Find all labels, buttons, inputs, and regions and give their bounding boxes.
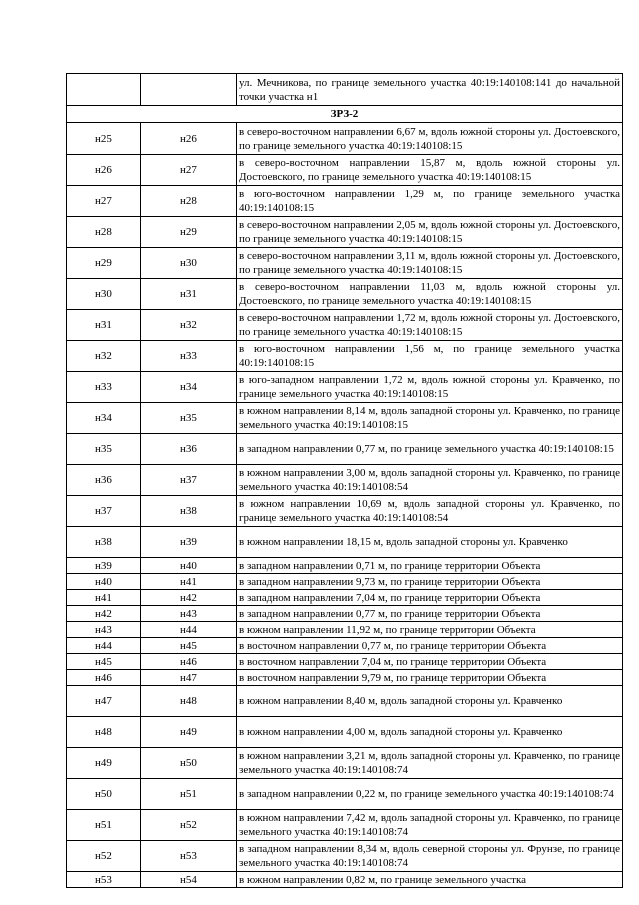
from-point: н29	[67, 248, 141, 279]
from-point: н50	[67, 779, 141, 810]
table-row	[67, 434, 623, 465]
segment-description: в северо-восточном направлении 15,87 м, вдоль южной стороны ул. Достоевского, по границе земельного участка 40:19:140108:15	[237, 155, 623, 186]
section-header-row	[67, 106, 623, 123]
table-row	[67, 810, 623, 841]
segment-description: в южном направлении 8,40 м, вдоль западной стороны ул. Кравченко	[237, 686, 623, 717]
from-point: н31	[67, 310, 141, 341]
from-point: н51	[67, 810, 141, 841]
to-point: н52	[141, 810, 237, 841]
to-point: н28	[141, 186, 237, 217]
from-point: н40	[67, 574, 141, 590]
from-point: н48	[67, 717, 141, 748]
table-row	[67, 606, 623, 622]
segment-description: в северо-восточном направлении 11,03 м, вдоль южной стороны ул. Достоевского, по границе земельного участка 40:19:140108:15	[237, 279, 623, 310]
table-row	[67, 123, 623, 155]
table-row	[67, 155, 623, 186]
table-row	[67, 465, 623, 496]
from-point: н30	[67, 279, 141, 310]
to-point: н37	[141, 465, 237, 496]
segment-description: в восточном направлении 9,79 м, по границе территории Объекта	[237, 670, 623, 686]
from-point: н27	[67, 186, 141, 217]
to-point: н34	[141, 372, 237, 403]
table-row	[67, 574, 623, 590]
to-point: н36	[141, 434, 237, 465]
from-point: н52	[67, 841, 141, 872]
from-point: н26	[67, 155, 141, 186]
from-point	[67, 74, 141, 106]
from-point: н44	[67, 638, 141, 654]
table-row	[67, 717, 623, 748]
segment-description: в юго-восточном направлении 1,56 м, по границе земельного участка 40:19:140108:15	[237, 341, 623, 372]
to-point: н45	[141, 638, 237, 654]
to-point: н42	[141, 590, 237, 606]
to-point: н39	[141, 527, 237, 558]
from-point: н49	[67, 748, 141, 779]
table-row	[67, 341, 623, 372]
from-point: н45	[67, 654, 141, 670]
table-row	[67, 558, 623, 574]
to-point	[141, 74, 237, 106]
table-row	[67, 841, 623, 872]
table-row	[67, 496, 623, 527]
segment-description: ул. Мечникова, по границе земельного участка 40:19:140108:141 до начальной точки участка н1	[237, 74, 623, 106]
segment-description: в южном направлении 3,21 м, вдоль западной стороны ул. Кравченко, по границе земельного участка 40:19:140108:74	[237, 748, 623, 779]
segment-description: в северо-восточном направлении 3,11 м, вдоль южной стороны ул. Достоевского, по границе земельного участка 40:19:140108:15	[237, 248, 623, 279]
segment-description: в западном направлении 0,71 м, по границе территории Объекта	[237, 558, 623, 574]
segment-description: в юго-западном направлении 1,72 м, вдоль южной стороны ул. Кравченко, по границе земельного участка 40:19:140108:15	[237, 372, 623, 403]
from-point: н33	[67, 372, 141, 403]
table-row	[67, 779, 623, 810]
to-point: н29	[141, 217, 237, 248]
from-point: н53	[67, 872, 141, 888]
to-point: н53	[141, 841, 237, 872]
table-row	[67, 622, 623, 638]
table-row	[67, 590, 623, 606]
table-row	[67, 748, 623, 779]
from-point: н25	[67, 123, 141, 155]
to-point: н51	[141, 779, 237, 810]
from-point: н38	[67, 527, 141, 558]
to-point: н50	[141, 748, 237, 779]
segment-description: в восточном направлении 0,77 м, по границе территории Объекта	[237, 638, 623, 654]
table-row	[67, 686, 623, 717]
from-point: н36	[67, 465, 141, 496]
table-row	[67, 186, 623, 217]
from-point: н28	[67, 217, 141, 248]
segment-description: в северо-восточном направлении 1,72 м, вдоль южной стороны ул. Достоевского, по границе земельного участка 40:19:140108:15	[237, 310, 623, 341]
to-point: н54	[141, 872, 237, 888]
to-point: н47	[141, 670, 237, 686]
to-point: н33	[141, 341, 237, 372]
segment-description: в западном направлении 7,04 м, по границе территории Объекта	[237, 590, 623, 606]
from-point: н42	[67, 606, 141, 622]
to-point: н49	[141, 717, 237, 748]
segment-description: в южном направлении 10,69 м, вдоль западной стороны ул. Кравченко, по границе земельного участка 40:19:140108:54	[237, 496, 623, 527]
table-row	[67, 654, 623, 670]
segment-description: в юго-восточном направлении 1,29 м, по границе земельного участка 40:19:140108:15	[237, 186, 623, 217]
segment-description: в южном направлении 3,00 м, вдоль западной стороны ул. Кравченко, по границе земельного участка 40:19:140108:54	[237, 465, 623, 496]
to-point: н48	[141, 686, 237, 717]
segment-description: в южном направлении 7,42 м, вдоль западной стороны ул. Кравченко, по границе земельного участка 40:19:140108:74	[237, 810, 623, 841]
from-point: н43	[67, 622, 141, 638]
from-point: н37	[67, 496, 141, 527]
to-point: н32	[141, 310, 237, 341]
section-title: ЗРЗ-2	[67, 106, 623, 123]
from-point: н47	[67, 686, 141, 717]
table-row	[67, 638, 623, 654]
to-point: н41	[141, 574, 237, 590]
to-point: н44	[141, 622, 237, 638]
to-point: н43	[141, 606, 237, 622]
to-point: н26	[141, 123, 237, 155]
segment-description: в восточном направлении 7,04 м, по границе территории Объекта	[237, 654, 623, 670]
segment-description: в южном направлении 8,14 м, вдоль западной стороны ул. Кравченко, по границе земельного участка 40:19:140108:15	[237, 403, 623, 434]
boundary-table	[66, 73, 623, 888]
to-point: н31	[141, 279, 237, 310]
from-point: н35	[67, 434, 141, 465]
table-row	[67, 872, 623, 888]
segment-description: в северо-восточном направлении 2,05 м, вдоль южной стороны ул. Достоевского, по границе земельного участка 40:19:140108:15	[237, 217, 623, 248]
from-point: н39	[67, 558, 141, 574]
table-row	[67, 403, 623, 434]
to-point: н27	[141, 155, 237, 186]
table-row	[67, 279, 623, 310]
to-point: н38	[141, 496, 237, 527]
segment-description: в западном направлении 9,73 м, по границе территории Объекта	[237, 574, 623, 590]
from-point: н32	[67, 341, 141, 372]
segment-description: в северо-восточном направлении 6,67 м, вдоль южной стороны ул. Достоевского, по границе земельного участка 40:19:140108:15	[237, 123, 623, 155]
table-row-continuation	[67, 74, 623, 106]
to-point: н30	[141, 248, 237, 279]
from-point: н41	[67, 590, 141, 606]
segment-description: в западном направлении 0,77 м, по границе земельного участка 40:19:140108:15	[237, 434, 623, 465]
to-point: н35	[141, 403, 237, 434]
from-point: н34	[67, 403, 141, 434]
segment-description: в западном направлении 0,77 м, по границе территории Объекта	[237, 606, 623, 622]
to-point: н46	[141, 654, 237, 670]
table-row	[67, 372, 623, 403]
table-row	[67, 217, 623, 248]
segment-description: в южном направлении 0,82 м, по границе земельного участка	[237, 872, 623, 888]
segment-description: в западном направлении 0,22 м, по границе земельного участка 40:19:140108:74	[237, 779, 623, 810]
segment-description: в западном направлении 8,34 м, вдоль северной стороны ул. Фрунзе, по границе земельного участка 40:19:140108:74	[237, 841, 623, 872]
table-row	[67, 527, 623, 558]
segment-description: в южном направлении 18,15 м, вдоль западной стороны ул. Кравченко	[237, 527, 623, 558]
from-point: н46	[67, 670, 141, 686]
segment-description: в южном направлении 11,92 м, по границе территории Объекта	[237, 622, 623, 638]
table-row	[67, 310, 623, 341]
table-row	[67, 670, 623, 686]
table-row	[67, 248, 623, 279]
segment-description: в южном направлении 4,00 м, вдоль западной стороны ул. Кравченко	[237, 717, 623, 748]
to-point: н40	[141, 558, 237, 574]
